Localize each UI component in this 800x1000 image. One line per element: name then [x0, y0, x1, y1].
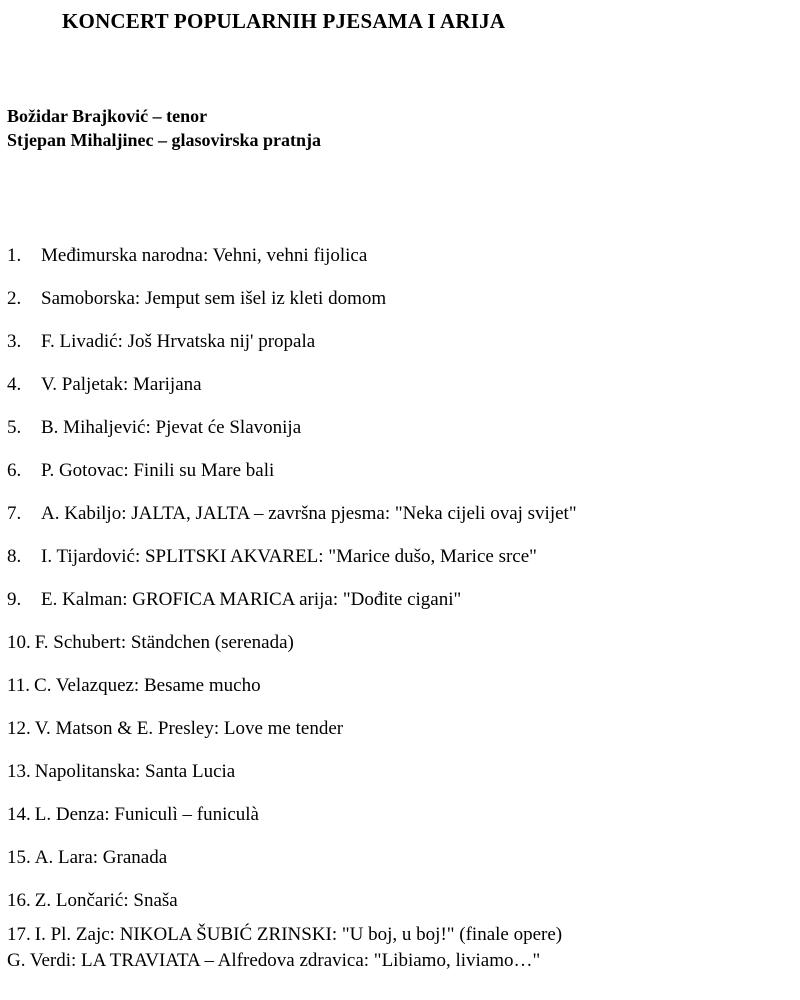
program-item	[7, 879, 577, 922]
program-item-number: 8.	[7, 546, 22, 567]
program-item-text: A. Lara: Granada	[34, 847, 168, 868]
program-item-text: E. Kalman: GROFICA MARICA arija: "Dođite cigani"	[41, 589, 462, 610]
program-item-text: P. Gotovac: Finili su Mare bali	[41, 460, 275, 481]
performer-pianist: Stjepan Mihaljinec – glasovirska pratnja	[7, 130, 322, 150]
program-item	[7, 578, 577, 621]
program-item-text: C. Velazquez: Besame mucho	[34, 675, 261, 696]
program-item-number: 14.	[7, 804, 31, 825]
program-item-number: 5.	[7, 417, 22, 438]
program-item	[7, 621, 577, 664]
program-item-text: I. Pl. Zajc: NIKOLA ŠUBIĆ ZRINSKI: "U boj, u boj!" (finale opere)	[34, 924, 563, 945]
program-item-number: 1.	[7, 245, 22, 266]
program-item-number: 13.	[7, 761, 31, 782]
program-item	[7, 664, 577, 707]
program-item-text: F. Livadić: Još Hrvatska nij' propala	[41, 331, 316, 352]
program-item-number: 4.	[7, 374, 22, 395]
page-title: KONCERT POPULARNIH PJESAMA I ARIJA	[62, 9, 506, 33]
program-item	[7, 320, 577, 363]
program-item-text: Napolitanska: Santa Lucia	[34, 761, 236, 782]
program-item	[7, 234, 577, 277]
program-item	[7, 449, 577, 492]
program-item-text: L. Denza: Funiculì – funiculà	[34, 804, 259, 825]
program-item	[7, 750, 577, 793]
program-item-text: A. Kabiljo: JALTA, JALTA – završna pjesma: "Neka cijeli ovaj svijet"	[41, 503, 577, 524]
program-item	[7, 836, 577, 879]
program-item-text: Samoborska: Jemput sem išel iz kleti domom	[41, 288, 387, 309]
program-item-text: B. Mihaljević: Pjevat će Slavonija	[41, 417, 302, 438]
performer-tenor: Božidar Brajković – tenor	[7, 106, 208, 126]
program-item-text: V. Paljetak: Marijana	[41, 374, 202, 395]
program-item-text: Međimurska narodna: Vehni, vehni fijolica	[41, 245, 368, 266]
program-item-number: 9.	[7, 589, 22, 610]
program-item-number: 15.	[7, 847, 31, 868]
program-item-number: 3.	[7, 331, 22, 352]
program-item	[7, 406, 577, 449]
program-item	[7, 492, 577, 535]
program-list	[7, 234, 577, 974]
program-item-number: 12.	[7, 718, 31, 739]
program-item	[7, 793, 577, 836]
program-item-number: 16.	[7, 890, 31, 911]
program-item-text: F. Schubert: Ständchen (serenada)	[34, 632, 294, 653]
program-final-line: G. Verdi: LA TRAVIATA – Alfredova zdravica: "Libiamo, liviamo…"	[7, 950, 541, 971]
program-item-text: I. Tijardović: SPLITSKI AKVAREL: "Marice dušo, Marice srce"	[41, 546, 537, 567]
program-item	[7, 535, 577, 578]
performers-block	[7, 104, 321, 152]
program-item	[7, 363, 577, 406]
program-item-number: 7.	[7, 503, 22, 524]
program-item-number: 2.	[7, 288, 22, 309]
program-item	[7, 707, 577, 750]
program-item-number: 11.	[7, 675, 31, 696]
program-item	[7, 922, 577, 948]
program-item-number: 6.	[7, 460, 22, 481]
program-item-text: Z. Lončarić: Snaša	[34, 890, 178, 911]
program-item-number: 17.	[7, 924, 31, 945]
program-item-text: V. Matson & E. Presley: Love me tender	[34, 718, 344, 739]
program-item-number: 10.	[7, 632, 31, 653]
program-item	[7, 277, 577, 320]
